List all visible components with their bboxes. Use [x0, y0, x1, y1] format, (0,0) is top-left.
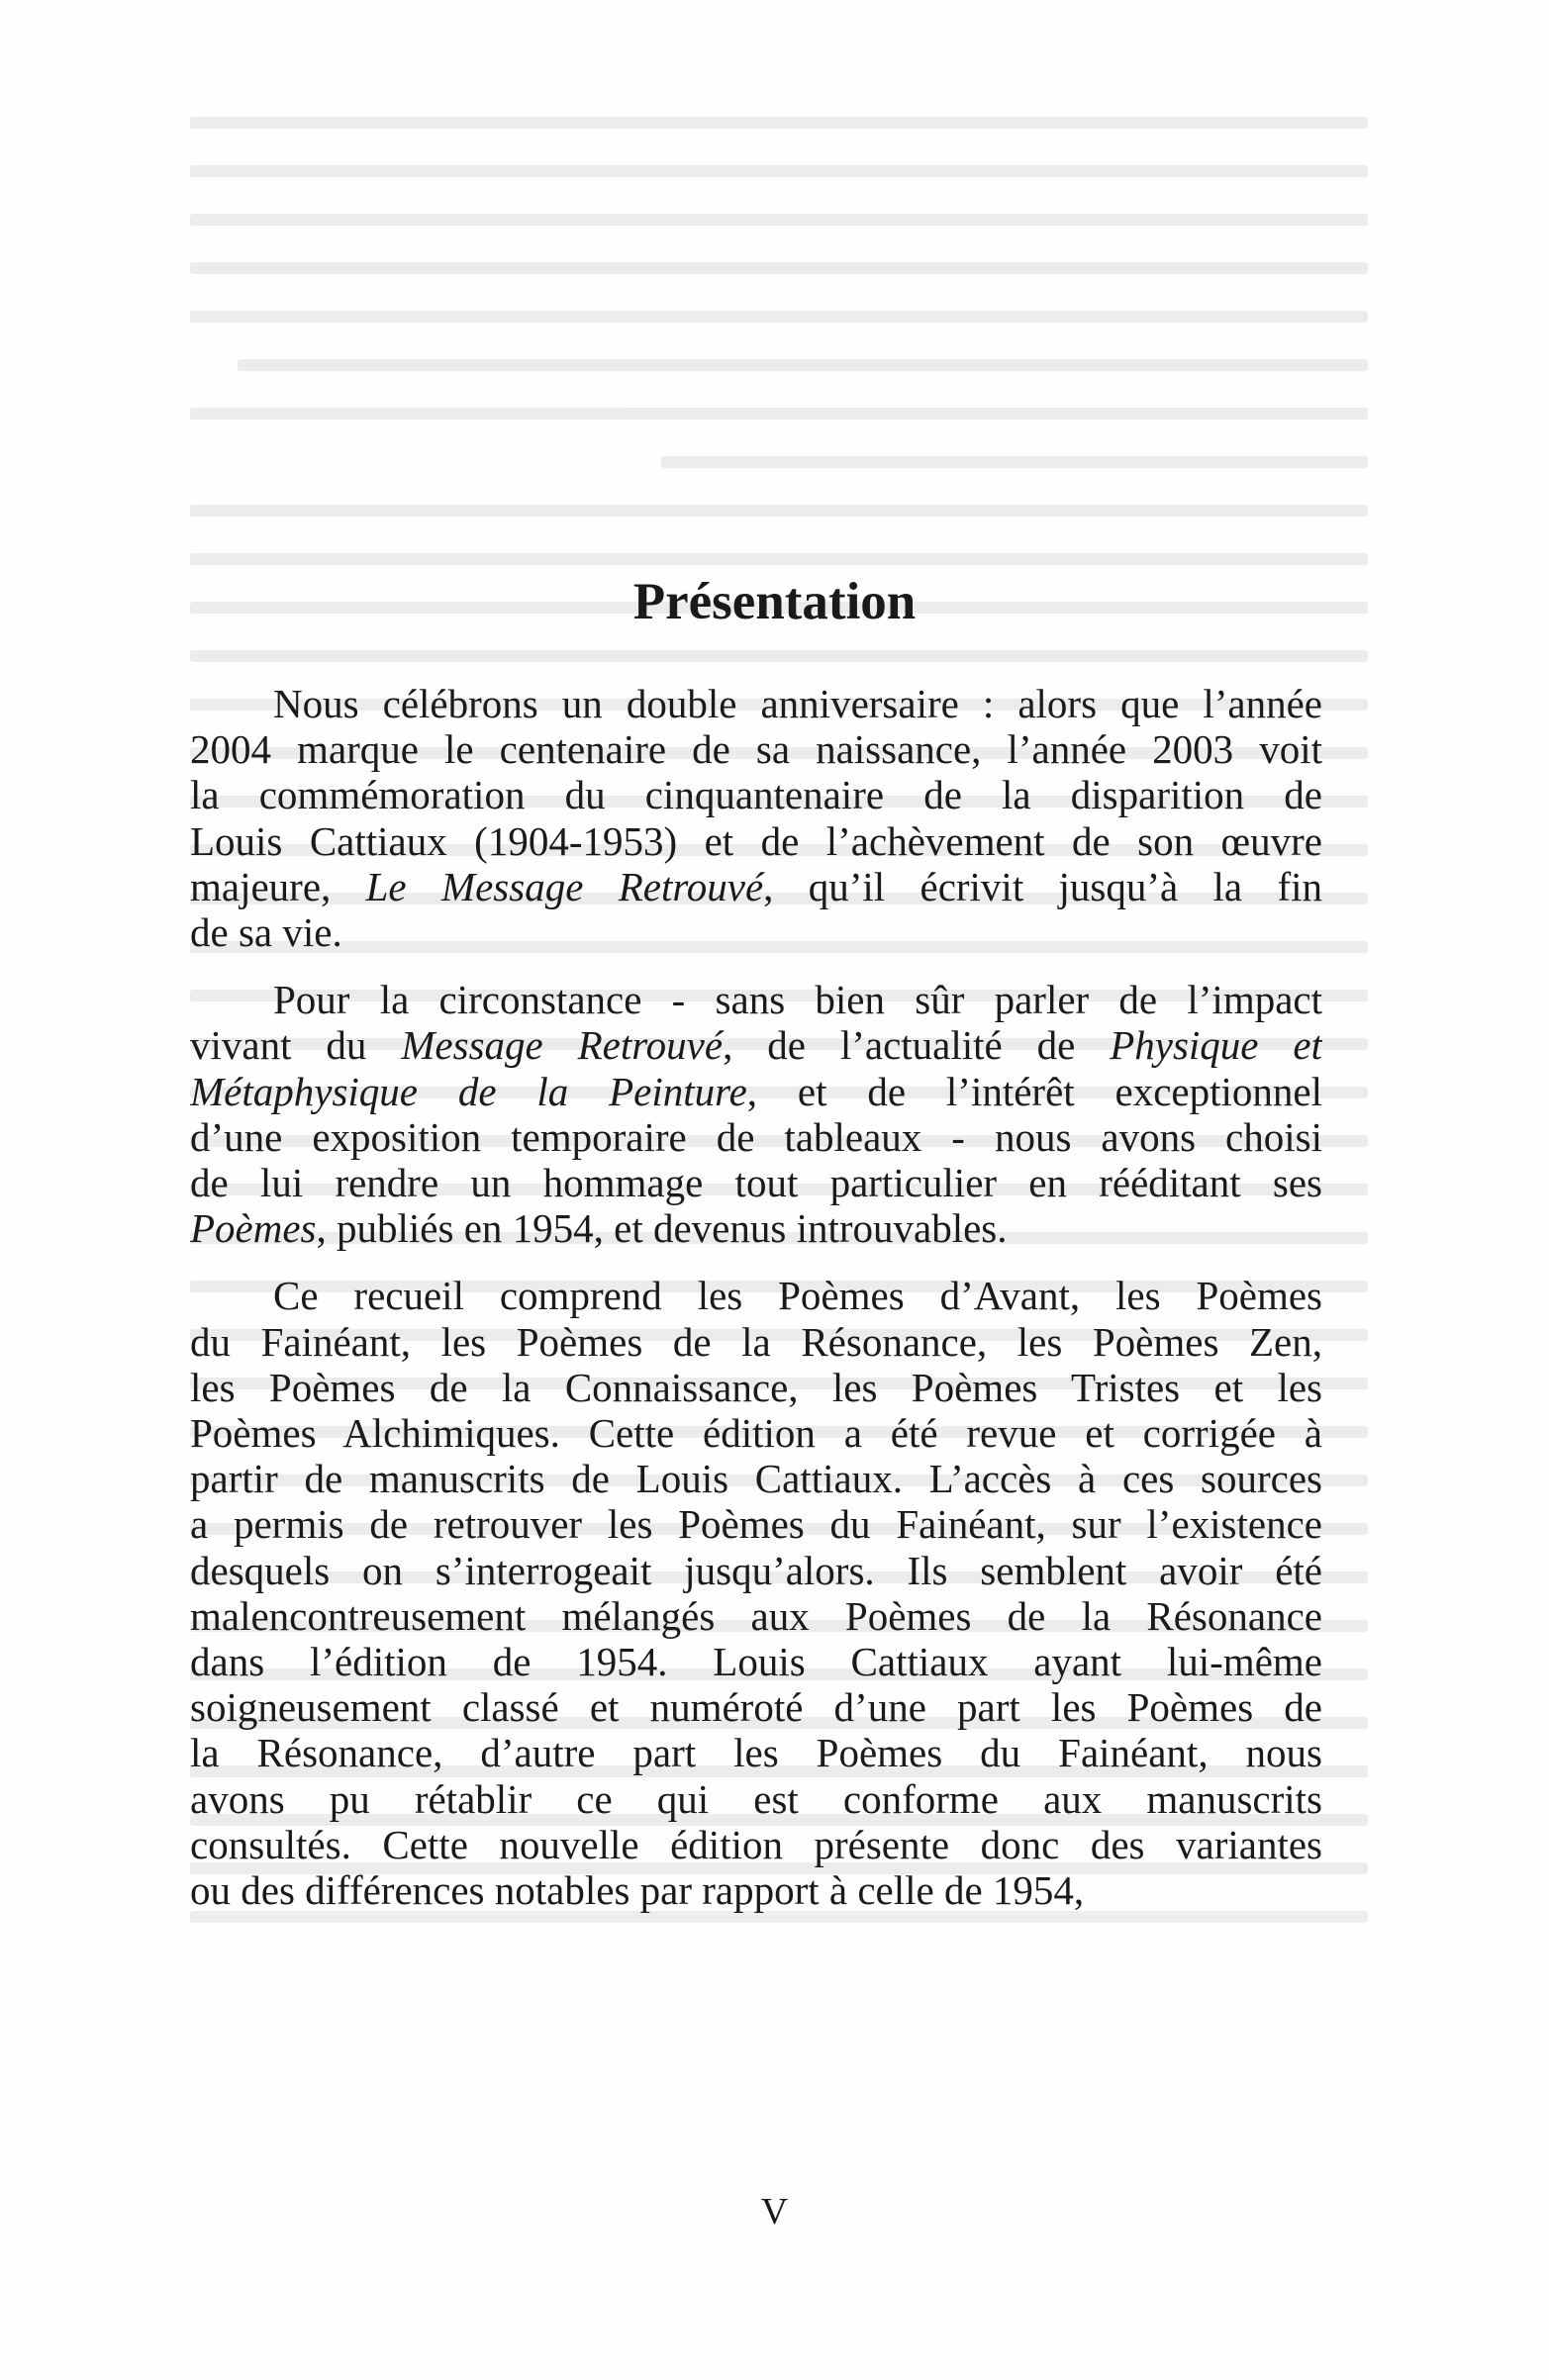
italic-title: Physique et: [1110, 1022, 1322, 1069]
paragraph: [190, 681, 1322, 955]
text-run: la commémoration du cinquantenaire de la disparition de: [190, 772, 1322, 818]
text-line: [190, 1548, 1322, 1593]
text-line: [190, 1114, 1322, 1160]
text-run: vivant du: [190, 1022, 402, 1069]
text-line: [190, 909, 1322, 955]
text-line: [190, 1205, 1322, 1251]
text-line: [190, 1273, 1322, 1318]
italic-title: Message Retrouvé: [401, 1022, 724, 1069]
paragraph: [190, 1273, 1322, 1913]
text-line: [190, 772, 1322, 817]
text-run: , qu’il écrivit jusqu’à la fin: [763, 863, 1322, 909]
text-run: Nous célébrons un double anniversaire : alors que l’année: [273, 681, 1322, 726]
text-line: [190, 1776, 1322, 1822]
text-line: [190, 1684, 1322, 1730]
italic-title: Métaphysique de la Peinture: [190, 1068, 747, 1114]
text-run: a permis de retrouver les Poèmes du Fainéant, sur l’existence: [190, 1501, 1322, 1548]
text-line: [190, 1501, 1322, 1547]
text-line: [190, 1822, 1322, 1867]
text-run: malencontreusement mélangés aux Poèmes de la Résonance: [190, 1592, 1322, 1639]
text-run: 2004 marque le centenaire de sa naissance, l’année 2003 voit: [190, 726, 1322, 773]
text-line: [190, 1160, 1322, 1205]
italic-title: Poèmes: [190, 1205, 317, 1252]
body-text: [190, 681, 1322, 1935]
text-line: [190, 1365, 1322, 1410]
text-line: [190, 1022, 1322, 1068]
text-run: , publiés en 1954, et devenus introuvables.: [316, 1205, 1008, 1252]
text-run: de lui rendre un hommage tout particulier en rééditant ses: [190, 1160, 1322, 1206]
text-line: [190, 1319, 1322, 1365]
text-run: Louis Cattiaux (1904-1953) et de l’achèvement de son œuvre: [190, 817, 1322, 864]
text-line: [190, 681, 1322, 726]
page-title: Présentation: [632, 573, 917, 630]
text-line: [190, 1867, 1322, 1913]
text-run: consultés. Cette nouvelle édition présente donc des variantes: [190, 1821, 1322, 1867]
text-line: [190, 1593, 1322, 1639]
text-run: Poèmes Alchimiques. Cette édition a été revue et corrigée à: [190, 1410, 1322, 1457]
text-line: [190, 1730, 1322, 1775]
text-run: Pour la circonstance - sans bien sûr parler de l’impact: [273, 977, 1322, 1023]
text-run: desquels on s’interrogeait jusqu’alors. Ils semblent avoir été: [190, 1547, 1322, 1593]
text-line: [190, 864, 1322, 909]
text-line: [190, 1456, 1322, 1501]
text-run: dans l’édition de 1954. Louis Cattiaux ayant lui-même: [190, 1639, 1322, 1685]
text-run: soigneusement classé et numéroté d’une part les Poèmes de: [190, 1684, 1322, 1731]
text-run: , de l’actualité de: [723, 1022, 1111, 1069]
page-number: V: [760, 2191, 789, 2233]
text-run: , et de l’intérêt exceptionnel: [746, 1068, 1322, 1114]
text-run: les Poèmes de la Connaissance, les Poèmes Tristes et les: [190, 1364, 1322, 1410]
text-run: Ce recueil comprend les Poèmes d’Avant, les Poèmes: [273, 1273, 1322, 1319]
text-run: la Résonance, d’autre part les Poèmes du Fainéant, nous: [190, 1730, 1322, 1776]
text-line: [190, 1639, 1322, 1684]
paragraph: [190, 977, 1322, 1251]
text-run: ou des différences notables par rapport à celle de 1954,: [190, 1867, 1085, 1914]
text-line: [190, 818, 1322, 864]
text-run: du Fainéant, les Poèmes de la Résonance, les Poèmes Zen,: [190, 1318, 1322, 1365]
text-run: majeure,: [190, 863, 366, 909]
text-line: [190, 1069, 1322, 1114]
text-run: de sa vie.: [190, 909, 342, 956]
text-line: [190, 977, 1322, 1022]
text-run: avons pu rétablir ce qui est conforme aux manuscrits: [190, 1775, 1322, 1822]
italic-title: Le Message Retrouvé: [365, 863, 764, 909]
text-line: [190, 726, 1322, 772]
text-run: d’une exposition temporaire de tableaux - nous avons choisi: [190, 1113, 1322, 1160]
text-run: partir de manuscrits de Louis Cattiaux. L’accès à ces sources: [190, 1456, 1322, 1502]
text-line: [190, 1410, 1322, 1456]
